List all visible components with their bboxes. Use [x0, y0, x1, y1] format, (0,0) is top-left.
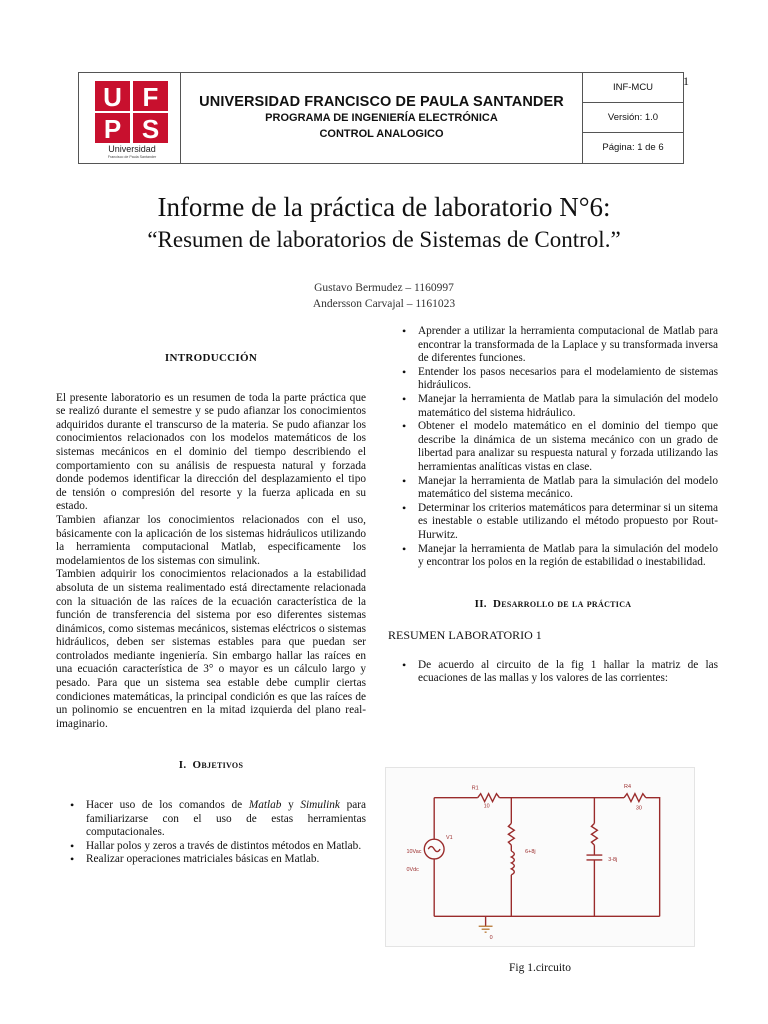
development-list — [388, 659, 718, 686]
authors — [0, 280, 768, 312]
intro-paragraph-1: El presente laboratorio es un resumen de toda la parte práctica que se realizó durante el semestre y se pudo afianzar los conocimientos adquiridos durante el transcurso de la materia. Se pudo afianzar los conocimientos relacionados con los modelos matemáticos de los sistemas mecánicos en el dominio del tiempo describiendo el comportamiento con su análisis de respuesta natural y forzada donde podemos identificar la dirección del desplazamiento el tipo de tensión o compresión del resorte y la fuerza aplicada en su estado. — [56, 391, 366, 513]
author-1: Gustavo Bermudez – 1160997 — [314, 282, 454, 294]
label-vdc: 0Vdc — [406, 866, 419, 873]
program-name: PROGRAMA DE INGENIERÍA ELECTRÓNICA — [265, 112, 498, 124]
label-v1: V1 — [446, 835, 453, 842]
objectives-list-right — [388, 325, 718, 570]
university-name: UNIVERSIDAD FRANCISCO DE PAULA SANTANDER — [199, 94, 564, 110]
list-item: • Hacer uso de los comandos de Matlab y Simulink para familiarizarse con el uso de estas herramientas computacionales. — [56, 799, 366, 840]
list-item: • Realizar operaciones matriciales básicas en Matlab. — [56, 853, 366, 867]
list-item: • De acuerdo al circuito de la fig 1 hallar la matriz de las ecuaciones de las mallas y los valores de las corrientes: — [388, 659, 718, 686]
objectives-list-left — [56, 799, 366, 867]
document-code: INF-MCU — [583, 73, 683, 103]
figure-caption: Fig 1.circuito — [509, 962, 571, 974]
label-r4-value: 30 — [635, 805, 642, 812]
university-logo — [93, 79, 171, 159]
logo-cell — [79, 73, 181, 163]
list-item: • Manejar la herramienta de Matlab para la simulación del modelo matemático del sistema hidráulico. — [388, 393, 718, 420]
list-item: • Manejar la herramienta de Matlab para la simulación del modelo matemático del sistema mecánico. — [388, 475, 718, 502]
list-item: • Entender los pasos necesarios para el modelamiento de sistemas hidráulicos. — [388, 366, 718, 393]
label-load-2: 3-8j — [608, 856, 618, 863]
intro-heading: INTRODUCCIÓN — [164, 352, 258, 364]
label-r1-value: 10 — [483, 803, 490, 810]
label-vac: 10Vac — [406, 849, 422, 856]
list-item: • Determinar los criterios matemáticos para determinar si un sitema es inestable o estable utilizando el método propuesto por Rout-Hurwitz. — [388, 502, 718, 543]
objectives-heading — [56, 759, 366, 773]
development-numeral: II. — [474, 597, 487, 610]
logo-name: Universidad — [108, 144, 156, 154]
document-header — [78, 72, 684, 164]
objectives-title: Objetivos — [192, 759, 244, 772]
author-2: Andersson Carvajal – 1161023 — [312, 298, 456, 310]
list-item: • Hallar polos y zeros a través de distintos métodos en Matlab. — [56, 840, 366, 854]
intro-paragraph-2: Tambien afianzar los conocimientos relacionados con el uso, básicamente con la aplicación de los sistemas hidráulicos utilizando la herramienta computacional Matlab, especificamente los modelamientos de los sistemas con simulink. — [56, 513, 366, 567]
label-ground: 0 — [489, 935, 493, 942]
document-page: Página: 1 de 6 — [602, 142, 664, 153]
left-column — [56, 352, 366, 867]
list-item: • Obtener el modelo matemático en el dominio del tiempo que describe la dinámica de un sistema mecánico con un grado de libertad para analizar su respuesta natural y forzada utilizando las herramientas analíticas vistas en clase. — [388, 420, 718, 474]
intro-paragraph-3: Tambien adquirir los conocimientos relacionados a la estabilidad absoluta de un sistema realimentado está directamente relacionada con la situación de las raíces de la ecuación característica de la función de transferencia del sistema por eso diferentes sistemas dinámicos, como sistemas mecánicos, sistemas eléctricos o sistemas hidráulicos, deben ser sistemas estables para que puedan ser controlados mediante ingeniería. Sin embargo hallar las raíces en una ecuación característica de 3° o mayor es un cálculo largo y pesado. Para que un sistema sea estable debe cumplir ciertas condiciones matemáticas, la principal condición es que las raíces de un polinomio se encuentren en la mitad izquierda del plano real-imaginario. — [56, 568, 366, 730]
development-title: Desarrollo de la práctica — [492, 597, 632, 610]
course-name: CONTROL ANALOGICO — [319, 128, 444, 140]
document-version: Versión: 1.0 — [583, 103, 683, 133]
logo-letter-s: S — [141, 114, 160, 144]
logo-subname: Francisco de Paula Santander — [107, 155, 157, 159]
circuit-figure — [385, 767, 695, 947]
page-number: 1 — [683, 74, 689, 88]
label-r1: R1 — [471, 785, 479, 792]
development-heading — [388, 598, 718, 612]
label-load-1: 6+8j — [525, 849, 536, 856]
report-title: Informe de la práctica de laboratorio N°6: — [157, 192, 611, 222]
logo-letter-u: U — [103, 82, 122, 112]
report-subtitle: “Resumen de laboratorios de Sistemas de Control.” — [147, 227, 621, 252]
logo-letter-f: F — [142, 82, 159, 112]
header-meta-cell — [583, 73, 683, 163]
right-column — [388, 325, 718, 686]
label-r4: R4 — [624, 783, 631, 790]
lab-title: RESUMEN LABORATORIO 1 — [388, 628, 542, 643]
header-title-cell — [181, 73, 583, 163]
logo-letter-p: P — [103, 114, 122, 144]
list-item: • Aprender a utilizar la herramienta computacional de Matlab para encontrar la transformada de la Laplace y su transformada inversa de diferentes funciones. — [388, 325, 718, 366]
list-item: • Manejar la herramienta de Matlab para la simulación del modelo y encontrar los polos en la región de estabilidad o inestabilidad. — [388, 543, 718, 570]
objectives-numeral: I. — [178, 759, 187, 772]
